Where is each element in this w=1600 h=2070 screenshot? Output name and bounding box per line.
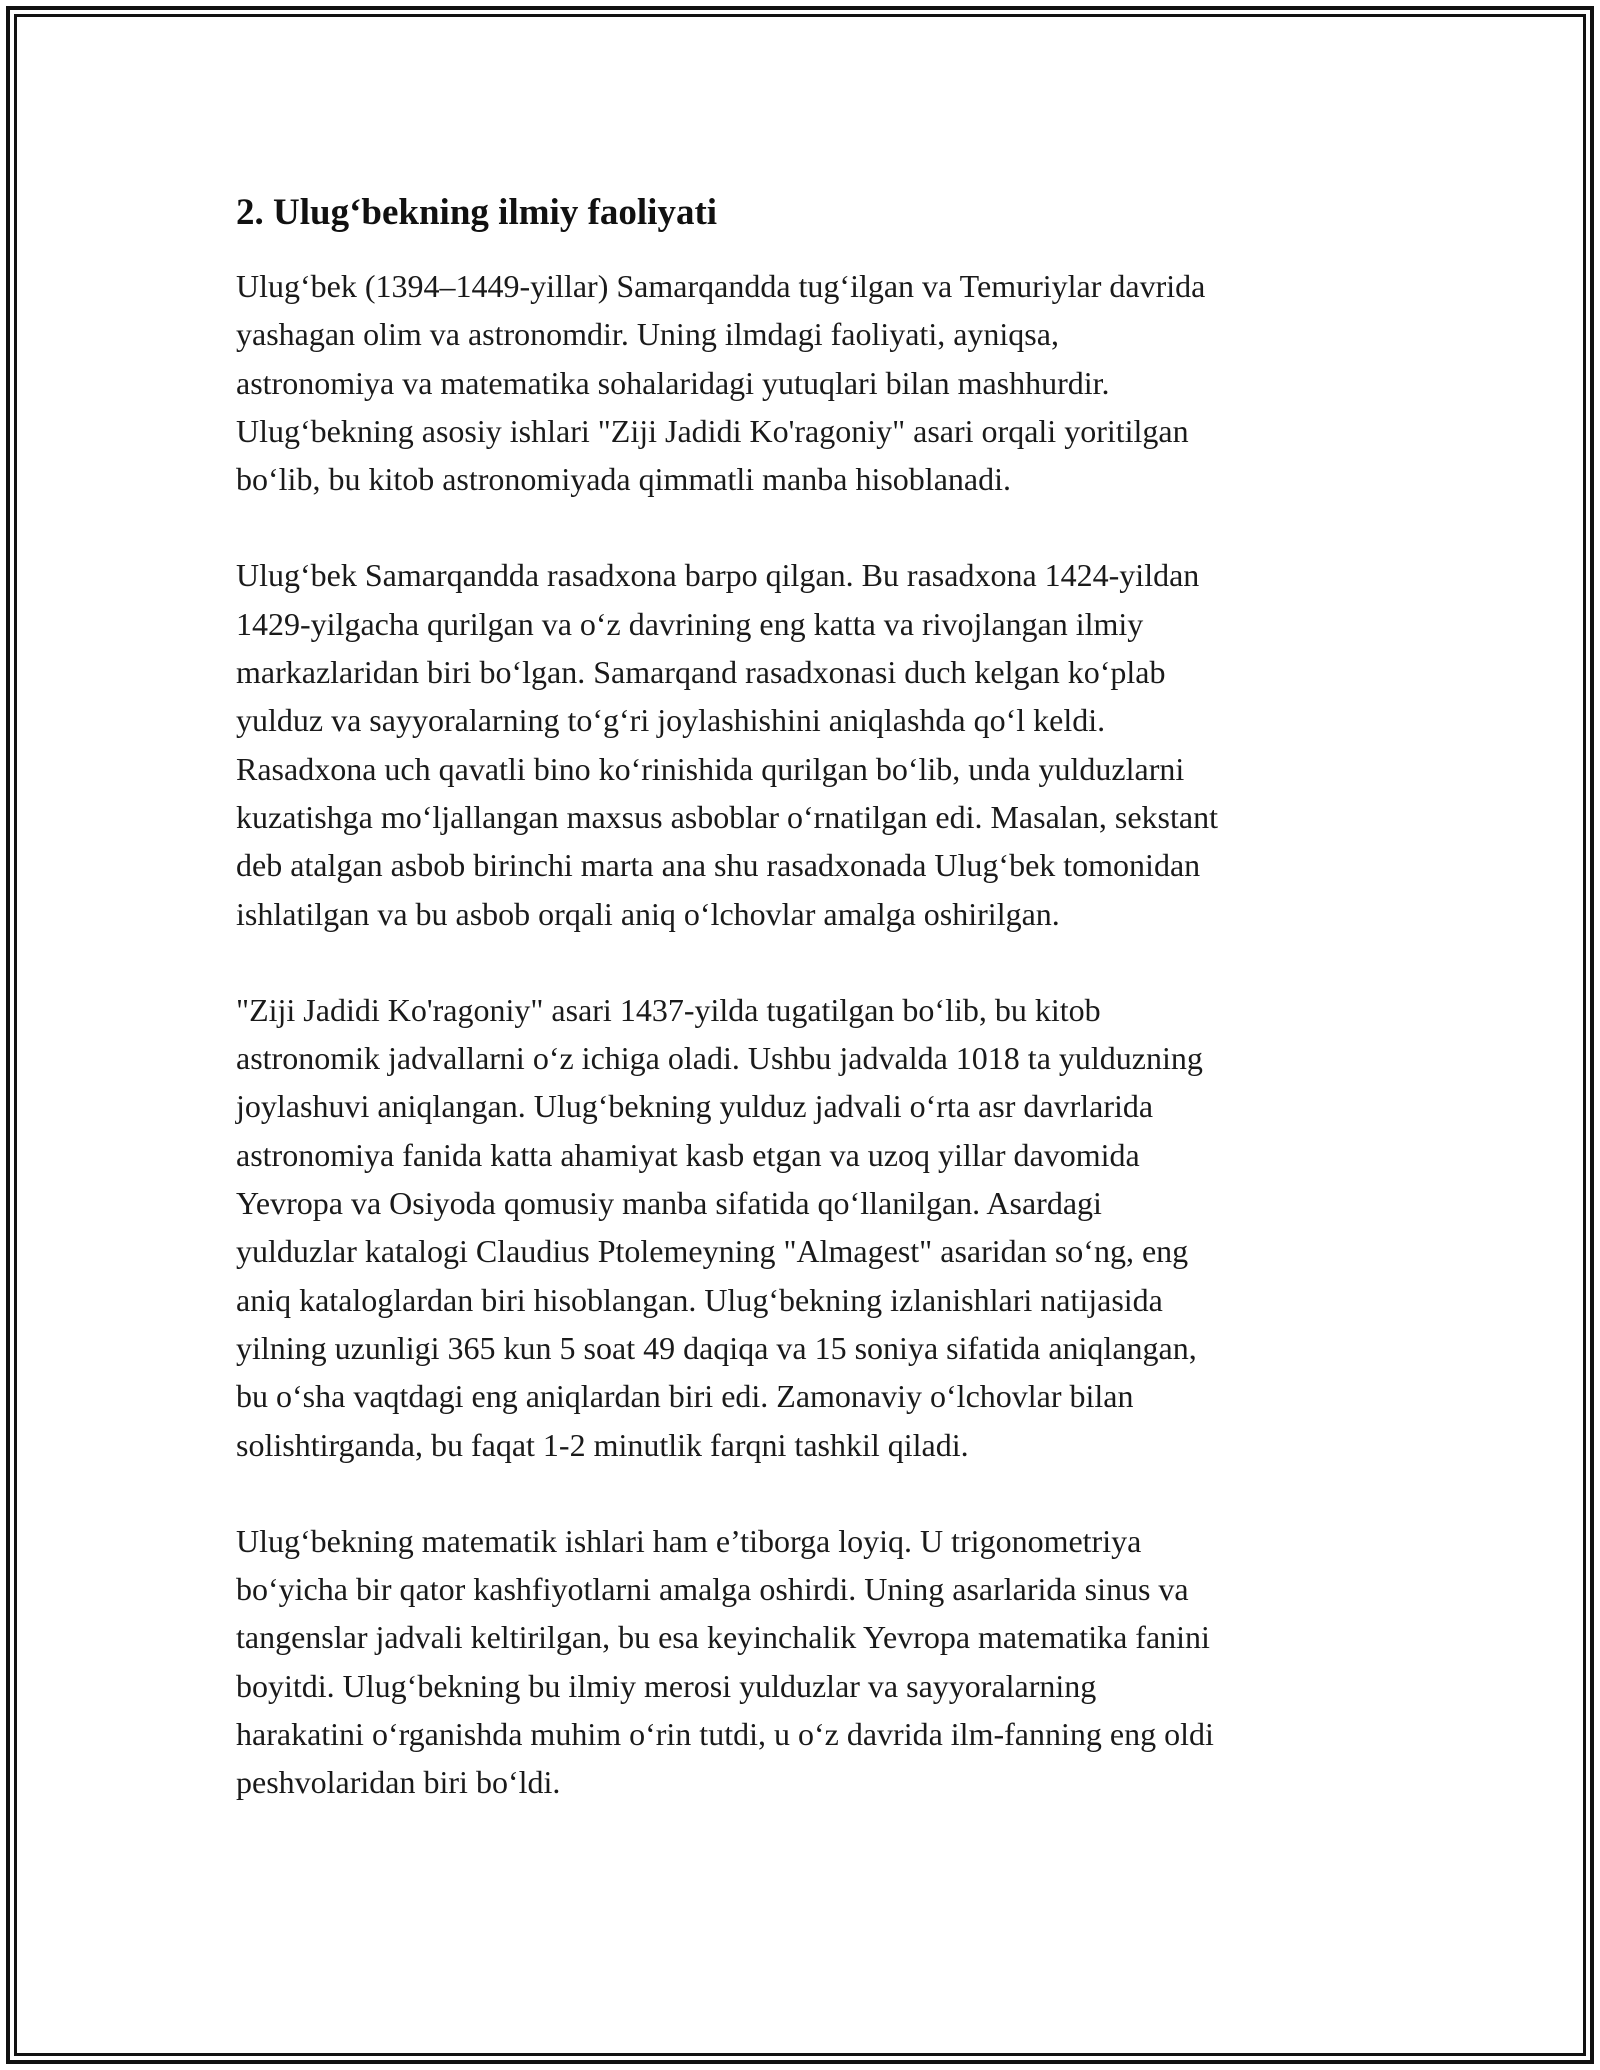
document-body [236, 186, 1386, 1855]
text-line: "Ziji Jadidi Ko'ragoniy" asari 1437-yilda tugatilgan bo‘lib, bu kitob [236, 991, 1101, 1028]
text-line: yashagan olim va astronomdir. Uning ilmdagi faoliyati, ayniqsa, [236, 316, 1059, 353]
paragraphs-container [236, 262, 1386, 1807]
text-line: astronomiya fanida katta ahamiyat kasb etgan va uzoq yillar davomida [236, 1136, 1140, 1173]
text-line: yulduzlar katalogi Claudius Ptolemeyning "Almagest" asaridan so‘ng, eng [236, 1233, 1189, 1270]
text-line: yilning uzunligi 365 kun 5 soat 49 daqiqa va 15 soniya sifatida aniqlangan, [236, 1329, 1197, 1366]
text-line: Ulug‘bek (1394–1449-yillar) Samarqandda tug‘ilgan va Temuriylar davrida [236, 268, 1206, 304]
text-line: Ulug‘bek Samarqandda rasadxona barpo qilgan. Bu rasadxona 1424-yildan [236, 557, 1200, 594]
paragraph-3 [236, 986, 1386, 1469]
text-line: Ulug‘bekning matematik ishlari ham e’tiborga loyiq. U trigonometriya [236, 1522, 1142, 1559]
text-line: Ulug‘bekning asosiy ishlari "Ziji Jadidi Ko'ragoniy" asari orqali yoritilgan [236, 412, 1189, 449]
text-line: Yevropa va Osiyoda qomusiy manba sifatida qo‘llanilgan. Asardagi [236, 1185, 1102, 1222]
text-line: bo‘lib, bu kitob astronomiyada qimmatli manba hisoblanadi. [236, 461, 1011, 498]
paragraph-4 [236, 1517, 1386, 1807]
paragraph-2 [236, 551, 1386, 937]
paragraph-1 [236, 262, 1386, 503]
text-line: solishtirganda, bu faqat 1-2 minutlik farqni tashkil qiladi. [236, 1426, 969, 1463]
text-line: Rasadxona uch qavatli bino ko‘rinishida qurilgan bo‘lib, unda yulduzlarni [236, 750, 1185, 787]
text-line: peshvolaridan biri bo‘ldi. [236, 1764, 561, 1801]
text-line: aniq kataloglardan biri hisoblangan. Ulug‘bekning izlanishlari natijasida [236, 1281, 1163, 1318]
text-line: kuzatishga mo‘ljallangan maxsus asboblar o‘rnatilgan edi. Masalan, sekstant [236, 798, 1218, 835]
text-line: 1429-yilgacha qurilgan va o‘z davrining eng katta va rivojlangan ilmiy [236, 605, 1144, 642]
text-line: joylashuvi aniqlangan. Ulug‘bekning yulduz jadvali o‘rta asr davrlarida [236, 1088, 1154, 1125]
text-line: harakatini o‘rganishda muhim o‘rin tutdi, u o‘z davrida ilm-fanning eng oldi [236, 1716, 1214, 1753]
text-line: astronomiya va matematika sohalaridagi yutuqlari bilan mashhurdir. [236, 364, 1110, 401]
text-line: yulduz va sayyoralarning to‘g‘ri joylashishini aniqlashda qo‘l keldi. [236, 702, 1106, 739]
text-line: bo‘yicha bir qator kashfiyotlarni amalga oshirdi. Uning asarlarida sinus va [236, 1571, 1189, 1608]
text-line: markazlaridan biri bo‘lgan. Samarqand rasadxonasi duch kelgan ko‘plab [236, 654, 1166, 691]
text-line: bu o‘sha vaqtdagi eng aniqlardan biri edi. Zamonaviy o‘lchovlar bilan [236, 1378, 1134, 1415]
text-line: astronomik jadvallarni o‘z ichiga oladi. Ushbu jadvalda 1018 ta yulduzning [236, 1040, 1203, 1077]
text-line: boyitdi. Ulug‘bekning bu ilmiy merosi yulduzlar va sayyoralarning [236, 1667, 1097, 1704]
text-line: ishlatilgan va bu asbob orqali aniq o‘lchovlar amalga oshirilgan. [236, 895, 1060, 932]
text-line: deb atalgan asbob birinchi marta ana shu rasadxonada Ulug‘bek tomonidan [236, 847, 1201, 884]
section-heading: 2. Ulug‘bekning ilmiy faoliyati [236, 192, 718, 233]
text-line: tangenslar jadvali keltirilgan, bu esa keyinchalik Yevropa matematika fanini [236, 1619, 1210, 1656]
